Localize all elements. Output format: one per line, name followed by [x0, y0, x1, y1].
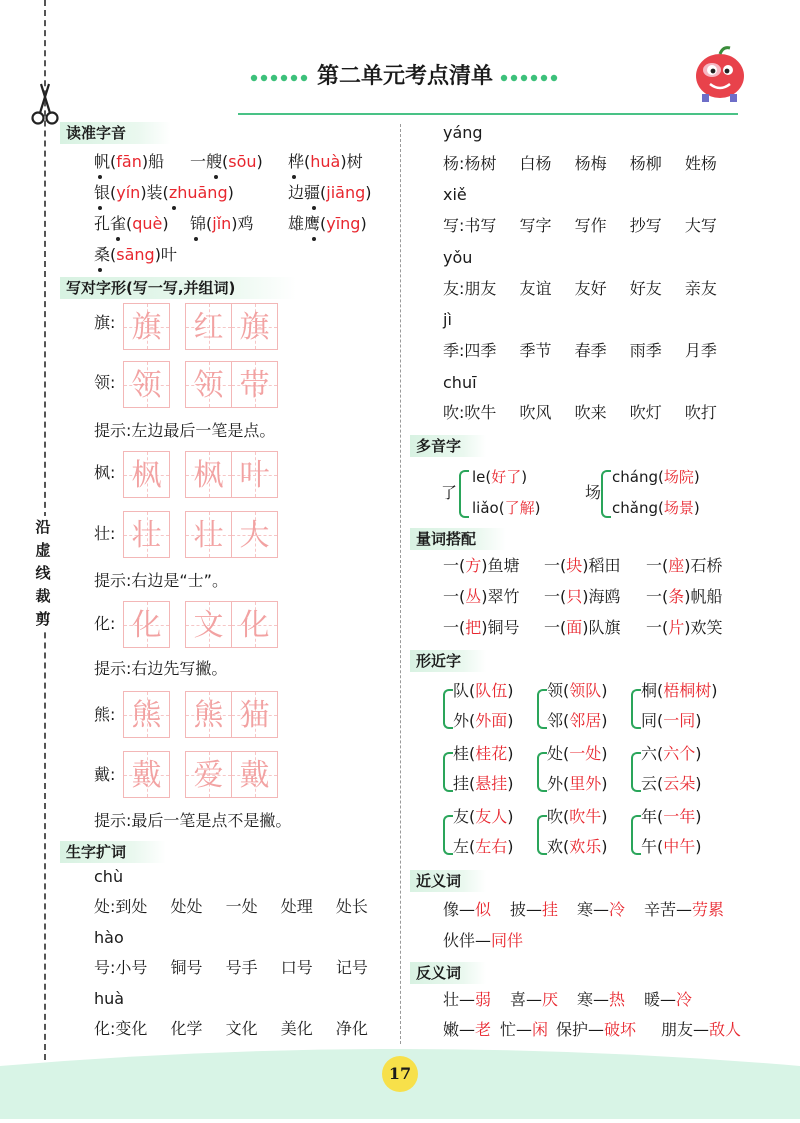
- brace: [443, 752, 453, 792]
- brace: [537, 752, 547, 792]
- poly-char: 了: [441, 483, 458, 502]
- similar-item: 云(云朵): [641, 774, 702, 793]
- similar-item: 领(领队): [547, 681, 608, 700]
- brace: [443, 689, 453, 729]
- char-tile: 熊: [185, 691, 232, 738]
- section-similar: 形近字: [410, 650, 486, 672]
- brace: [631, 752, 641, 792]
- antonym-pair: 朋友—敌人: [661, 1020, 742, 1039]
- similar-item: 欢(欢乐): [547, 837, 608, 856]
- expand-row: 吹:吹牛 吹风 吹来 吹灯 吹打: [443, 403, 717, 422]
- write-label: 枫:: [94, 463, 116, 482]
- char-tile: 化: [231, 601, 278, 648]
- expand-row: 处:到处 处处 一处 处理 处长: [94, 897, 368, 916]
- section-write: 写对字形(写一写,并组词): [60, 277, 296, 299]
- pinyin: jì: [443, 310, 452, 329]
- hint-text: 提示:左边最后一笔是点。: [94, 421, 276, 440]
- pronunciation-dot: [116, 237, 120, 241]
- similar-item: 六(六个): [641, 744, 702, 763]
- measure-row: 一(条)帆船: [646, 587, 723, 606]
- antonym-pair: 嫩—老: [443, 1020, 492, 1039]
- similar-item: 外(外面): [453, 711, 514, 730]
- char-tile: 壮: [185, 511, 232, 558]
- pinyin: chuī: [443, 373, 477, 392]
- write-label: 壮:: [94, 524, 116, 543]
- read-item-6: 孔雀(què): [94, 214, 169, 233]
- read-item-1: 帆(fān)船: [94, 152, 165, 171]
- measure-row: 一(面)队旗: [544, 618, 621, 637]
- antonym-pair: 暖—冷: [644, 990, 693, 1009]
- section-read: 读准字音: [60, 122, 171, 144]
- expand-row: 化:变化 化学 文化 美化 净化: [94, 1019, 368, 1038]
- read-item-4: 银(yín)装(zhuāng): [94, 183, 234, 202]
- similar-item: 吹(吹牛): [547, 807, 608, 826]
- brace: [443, 815, 453, 855]
- synonym-pair: 披—挂: [510, 900, 559, 919]
- char-tile: 枫: [123, 451, 170, 498]
- pronunciation-dot: [312, 206, 316, 210]
- measure-row: 一(丛)翠竹: [443, 587, 520, 606]
- similar-item: 友(友人): [453, 807, 514, 826]
- char-tile: 红: [185, 303, 232, 350]
- poly-char: 场: [585, 483, 602, 502]
- section-measure: 量词搭配: [410, 528, 506, 550]
- pronunciation-dot: [98, 268, 102, 272]
- similar-item: 处(一处): [547, 744, 608, 763]
- pinyin: chù: [94, 867, 124, 886]
- poly-reading: liǎo(了解): [472, 499, 541, 517]
- pronunciation-dot: [292, 175, 296, 179]
- poly-reading: chǎng(场景): [612, 499, 700, 517]
- page-title: 第二单元考点清单: [316, 64, 493, 89]
- read-item-2: 一艘(sōu): [190, 152, 263, 171]
- poly-reading: cháng(场院): [612, 468, 700, 486]
- pinyin: hào: [94, 928, 124, 947]
- similar-item: 左(左右): [453, 837, 514, 856]
- write-label: 熊:: [94, 705, 116, 724]
- hint-text: 提示:右边先写撇。: [94, 659, 228, 678]
- write-label: 化:: [94, 614, 116, 633]
- similar-item: 队(队伍): [453, 681, 514, 700]
- expand-row: 写:书写 写字 写作 抄写 大写: [443, 216, 717, 235]
- column-divider: [400, 124, 401, 1044]
- char-tile: 领: [123, 361, 170, 408]
- similar-item: 午(中午): [641, 837, 702, 856]
- page-number: 17: [382, 1056, 418, 1092]
- measure-row: 一(只)海鸥: [544, 587, 621, 606]
- brace: [631, 689, 641, 729]
- similar-item: 同(一同): [641, 711, 702, 730]
- pronunciation-dot: [98, 175, 102, 179]
- expand-row: 杨:杨树 白杨 杨梅 杨柳 姓杨: [443, 154, 717, 173]
- char-tile: 带: [231, 361, 278, 408]
- antonym-pair: 喜—厌: [510, 990, 559, 1009]
- char-tile: 戴: [231, 751, 278, 798]
- similar-item: 年(一年): [641, 807, 702, 826]
- section-expand: 生字扩词: [60, 841, 166, 863]
- char-tile: 领: [185, 361, 232, 408]
- char-tile: 旗: [123, 303, 170, 350]
- char-tile: 文: [185, 601, 232, 648]
- antonym-pair: 寒—热: [577, 990, 626, 1009]
- brace: [537, 815, 547, 855]
- pinyin: huà: [94, 989, 125, 1008]
- pronunciation-dot: [214, 175, 218, 179]
- char-tile: 枫: [185, 451, 232, 498]
- section-antonym: 反义词: [410, 962, 486, 984]
- similar-item: 邻(邻居): [547, 711, 608, 730]
- mascot-icon: [690, 44, 750, 110]
- header-dots-right: [500, 70, 560, 89]
- poly-reading: le(好了): [472, 468, 528, 486]
- pronunciation-dot: [312, 237, 316, 241]
- pronunciation-dot: [172, 206, 176, 210]
- read-item-8: 雄鹰(yīng): [288, 214, 367, 233]
- pronunciation-dot: [98, 206, 102, 210]
- write-label: 戴:: [94, 765, 116, 784]
- expand-row: 友:朋友 友谊 友好 好友 亲友: [443, 279, 717, 298]
- char-tile: 熊: [123, 691, 170, 738]
- synonym-pair: 伙伴—同伴: [443, 931, 524, 950]
- measure-row: 一(方)鱼塘: [443, 556, 520, 575]
- section-poly: 多音字: [410, 435, 486, 457]
- brace: [459, 470, 469, 518]
- synonym-pair: 寒—冷: [577, 900, 626, 919]
- char-tile: 戴: [123, 751, 170, 798]
- pinyin: xiě: [443, 185, 467, 204]
- synonym-pair: 像—似: [443, 900, 492, 919]
- antonym-pair: 保护—破坏: [556, 1020, 637, 1039]
- section-synonym: 近义词: [410, 870, 486, 892]
- char-tile: 大: [231, 511, 278, 558]
- similar-item: 外(里外): [547, 774, 608, 793]
- similar-item: 桂(桂花): [453, 744, 514, 763]
- measure-row: 一(片)欢笑: [646, 618, 723, 637]
- scissors-icon: [30, 82, 60, 130]
- expand-row: 号:小号 铜号 号手 口号 记号: [94, 958, 368, 977]
- char-tile: 壮: [123, 511, 170, 558]
- hint-text: 提示:右边是“士”。: [94, 571, 228, 590]
- char-tile: 叶: [231, 451, 278, 498]
- read-item-9: 桑(sāng)叶: [94, 245, 177, 264]
- antonym-pair: 壮—弱: [443, 990, 492, 1009]
- header-dots-left: [250, 70, 310, 89]
- measure-row: 一(块)稻田: [544, 556, 621, 575]
- cut-note: 沿 虚 线 裁 剪: [30, 516, 56, 631]
- hint-text: 提示:最后一笔是点不是撇。: [94, 811, 292, 830]
- brace: [631, 815, 641, 855]
- pronunciation-dot: [194, 237, 198, 241]
- write-label: 领:: [94, 373, 116, 392]
- write-label: 旗:: [94, 313, 116, 332]
- pinyin: yǒu: [443, 248, 473, 267]
- synonym-pair: 辛苦—劳累: [644, 900, 725, 919]
- similar-item: 挂(悬挂): [453, 774, 514, 793]
- pinyin: yáng: [443, 123, 483, 142]
- char-tile: 猫: [231, 691, 278, 738]
- measure-row: 一(把)铜号: [443, 618, 520, 637]
- char-tile: 化: [123, 601, 170, 648]
- read-item-7: 锦(jǐn)鸡: [190, 214, 254, 233]
- expand-row: 季:四季 季节 春季 雨季 月季: [443, 341, 717, 360]
- similar-item: 桐(梧桐树): [641, 681, 718, 700]
- measure-row: 一(座)石桥: [646, 556, 723, 575]
- char-tile: 爱: [185, 751, 232, 798]
- brace: [601, 470, 611, 518]
- antonym-pair: 忙—闲: [500, 1020, 549, 1039]
- read-item-3: 桦(huà)树: [288, 152, 363, 171]
- header-rule: [238, 113, 738, 115]
- char-tile: 旗: [231, 303, 278, 350]
- brace: [537, 689, 547, 729]
- read-item-5: 边疆(jiāng): [288, 183, 372, 202]
